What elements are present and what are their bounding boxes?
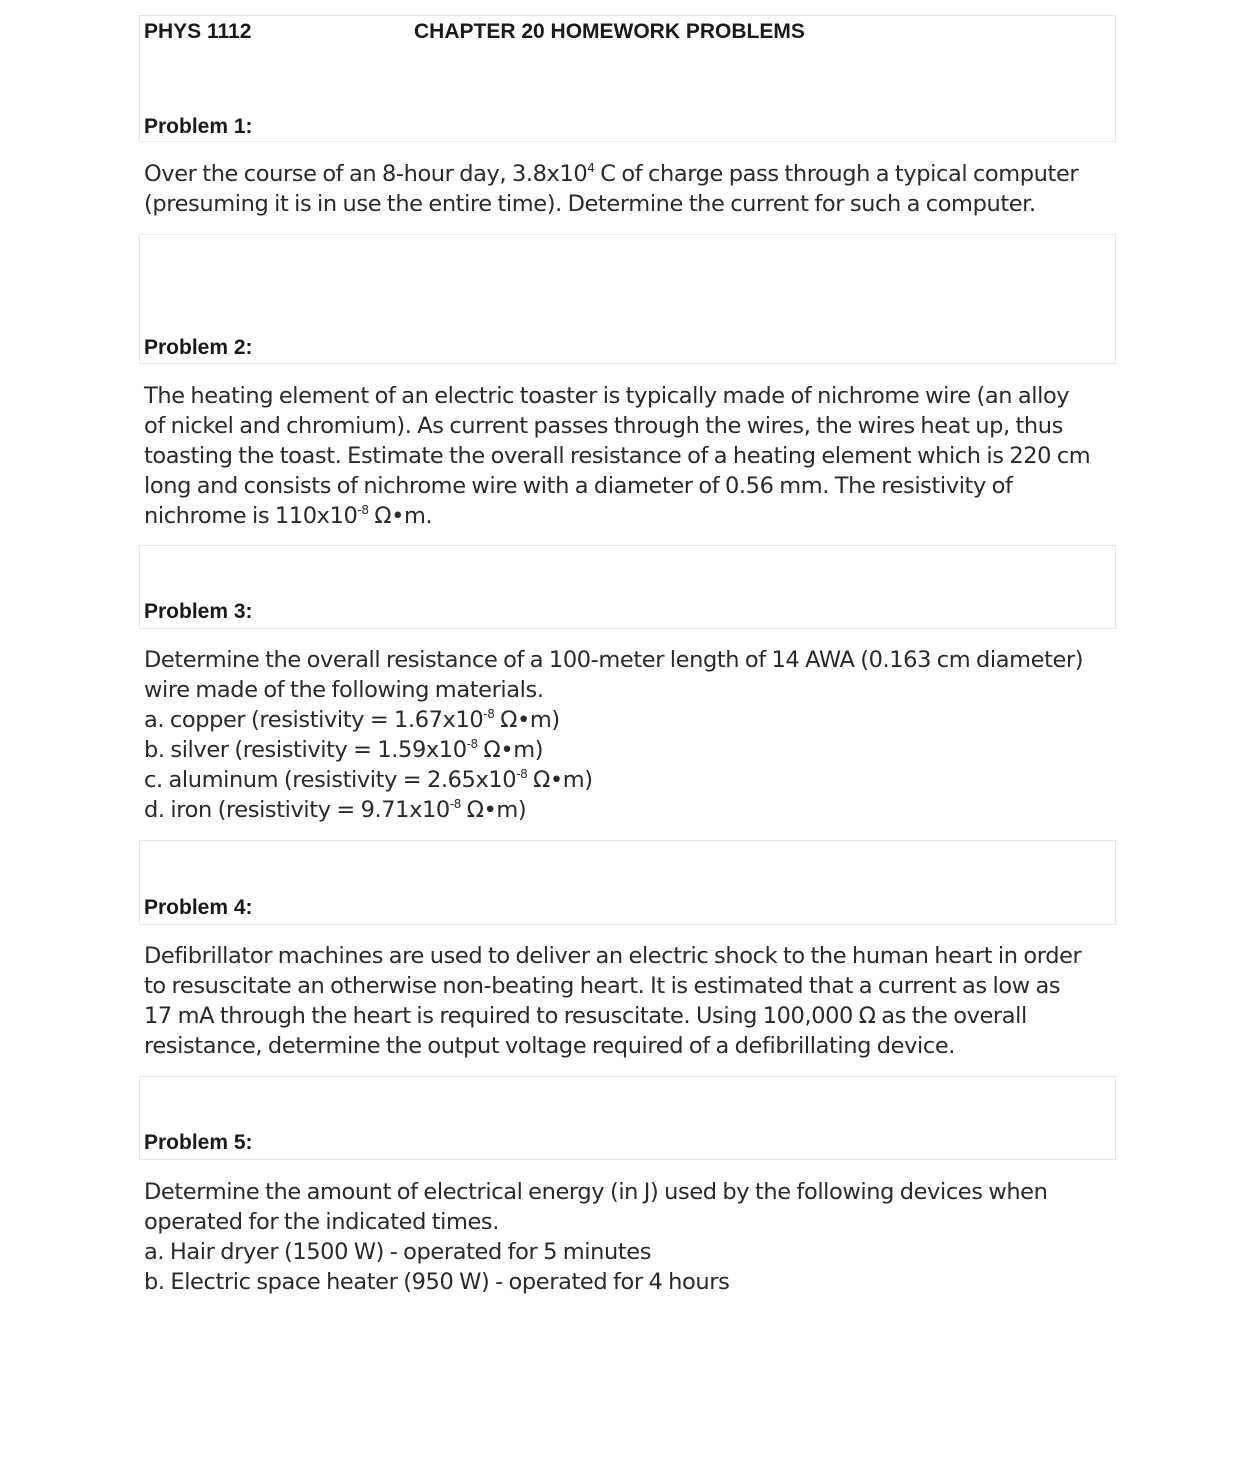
text-line: nichrome is $110x10^{-8}$ Ω•m.	[144, 503, 433, 529]
text-line: operated for the indicated times.	[144, 1209, 500, 1235]
course-code: PHYS 1112	[144, 20, 252, 43]
text-line: Determine the amount of electrical energy (in J) used by the following devices when	[144, 1179, 1048, 1205]
exponent: -8	[516, 767, 528, 781]
list-item: b. silver (resistivity = $1.59x10^{-8}$ Ω•m)	[144, 737, 544, 763]
text-line: The heating element of an electric toaster is typically made of nichrome wire (an alloy	[144, 383, 1070, 409]
problem-2-label: Problem 2:	[144, 336, 253, 359]
problem-3-label: Problem 3:	[144, 600, 253, 623]
exponent: -8	[449, 797, 461, 811]
exponent: -8	[357, 503, 369, 517]
text-line: to resuscitate an otherwise non-beating heart. It is estimated that a current as low as	[144, 973, 1061, 999]
problem-4-text	[144, 941, 1119, 1061]
problem-5-label: Problem 5:	[144, 1131, 253, 1154]
exponent: 4	[587, 161, 595, 175]
text-line: resistance, determine the output voltage required of a defibrillating device.	[144, 1033, 956, 1059]
problem-4-box	[139, 840, 1116, 925]
exponent: -8	[483, 707, 495, 721]
page-title: CHAPTER 20 HOMEWORK PROBLEMS	[414, 20, 805, 43]
text-line: toasting the toast. Estimate the overall resistance of a heating element which is 220 cm	[144, 443, 1091, 469]
text-line: long and consists of nichrome wire with a diameter of 0.56 mm. The resistivity of	[144, 473, 1013, 499]
problem-2-box	[139, 234, 1116, 364]
problem-1-label: Problem 1:	[144, 115, 253, 138]
problem-2-text	[144, 381, 1119, 531]
text-line: (presuming it is in use the entire time). Determine the current for such a computer.	[144, 191, 1036, 217]
problem-1-text	[144, 159, 1119, 219]
problem-5-box	[139, 1076, 1116, 1160]
text-line: of nickel and chromium). As current passes through the wires, the wires heat up, thus	[144, 413, 1063, 439]
list-item: a. copper (resistivity = $1.67x10^{-8}$ Ω•m)	[144, 707, 560, 733]
problem-3-box	[139, 545, 1116, 629]
text-line: Over the course of an 8-hour day, $3.8x10^4$ C of charge pass through a typical computer	[144, 161, 1079, 187]
list-item: c. aluminum (resistivity = $2.65x10^{-8}$ Ω•m)	[144, 767, 593, 793]
text-line: 17 mA through the heart is required to resuscitate. Using 100,000 Ω as the overall	[144, 1003, 1027, 1029]
list-item: d. iron (resistivity = $9.71x10^{-8}$ Ω•m)	[144, 797, 527, 823]
text-line: Determine the overall resistance of a 100-meter length of 14 AWA (0.163 cm diameter)	[144, 647, 1084, 673]
list-item: a. Hair dryer (1500 W) - operated for 5 minutes	[144, 1239, 652, 1265]
problem-3-text	[144, 645, 1119, 825]
text-line: Defibrillator machines are used to deliver an electric shock to the human heart in order	[144, 943, 1082, 969]
problem-4-label: Problem 4:	[144, 896, 253, 919]
exponent: -8	[466, 737, 478, 751]
problem-5-text	[144, 1177, 1119, 1297]
text-line: wire made of the following materials.	[144, 677, 544, 703]
list-item: b. Electric space heater (950 W) - operated for 4 hours	[144, 1269, 730, 1295]
